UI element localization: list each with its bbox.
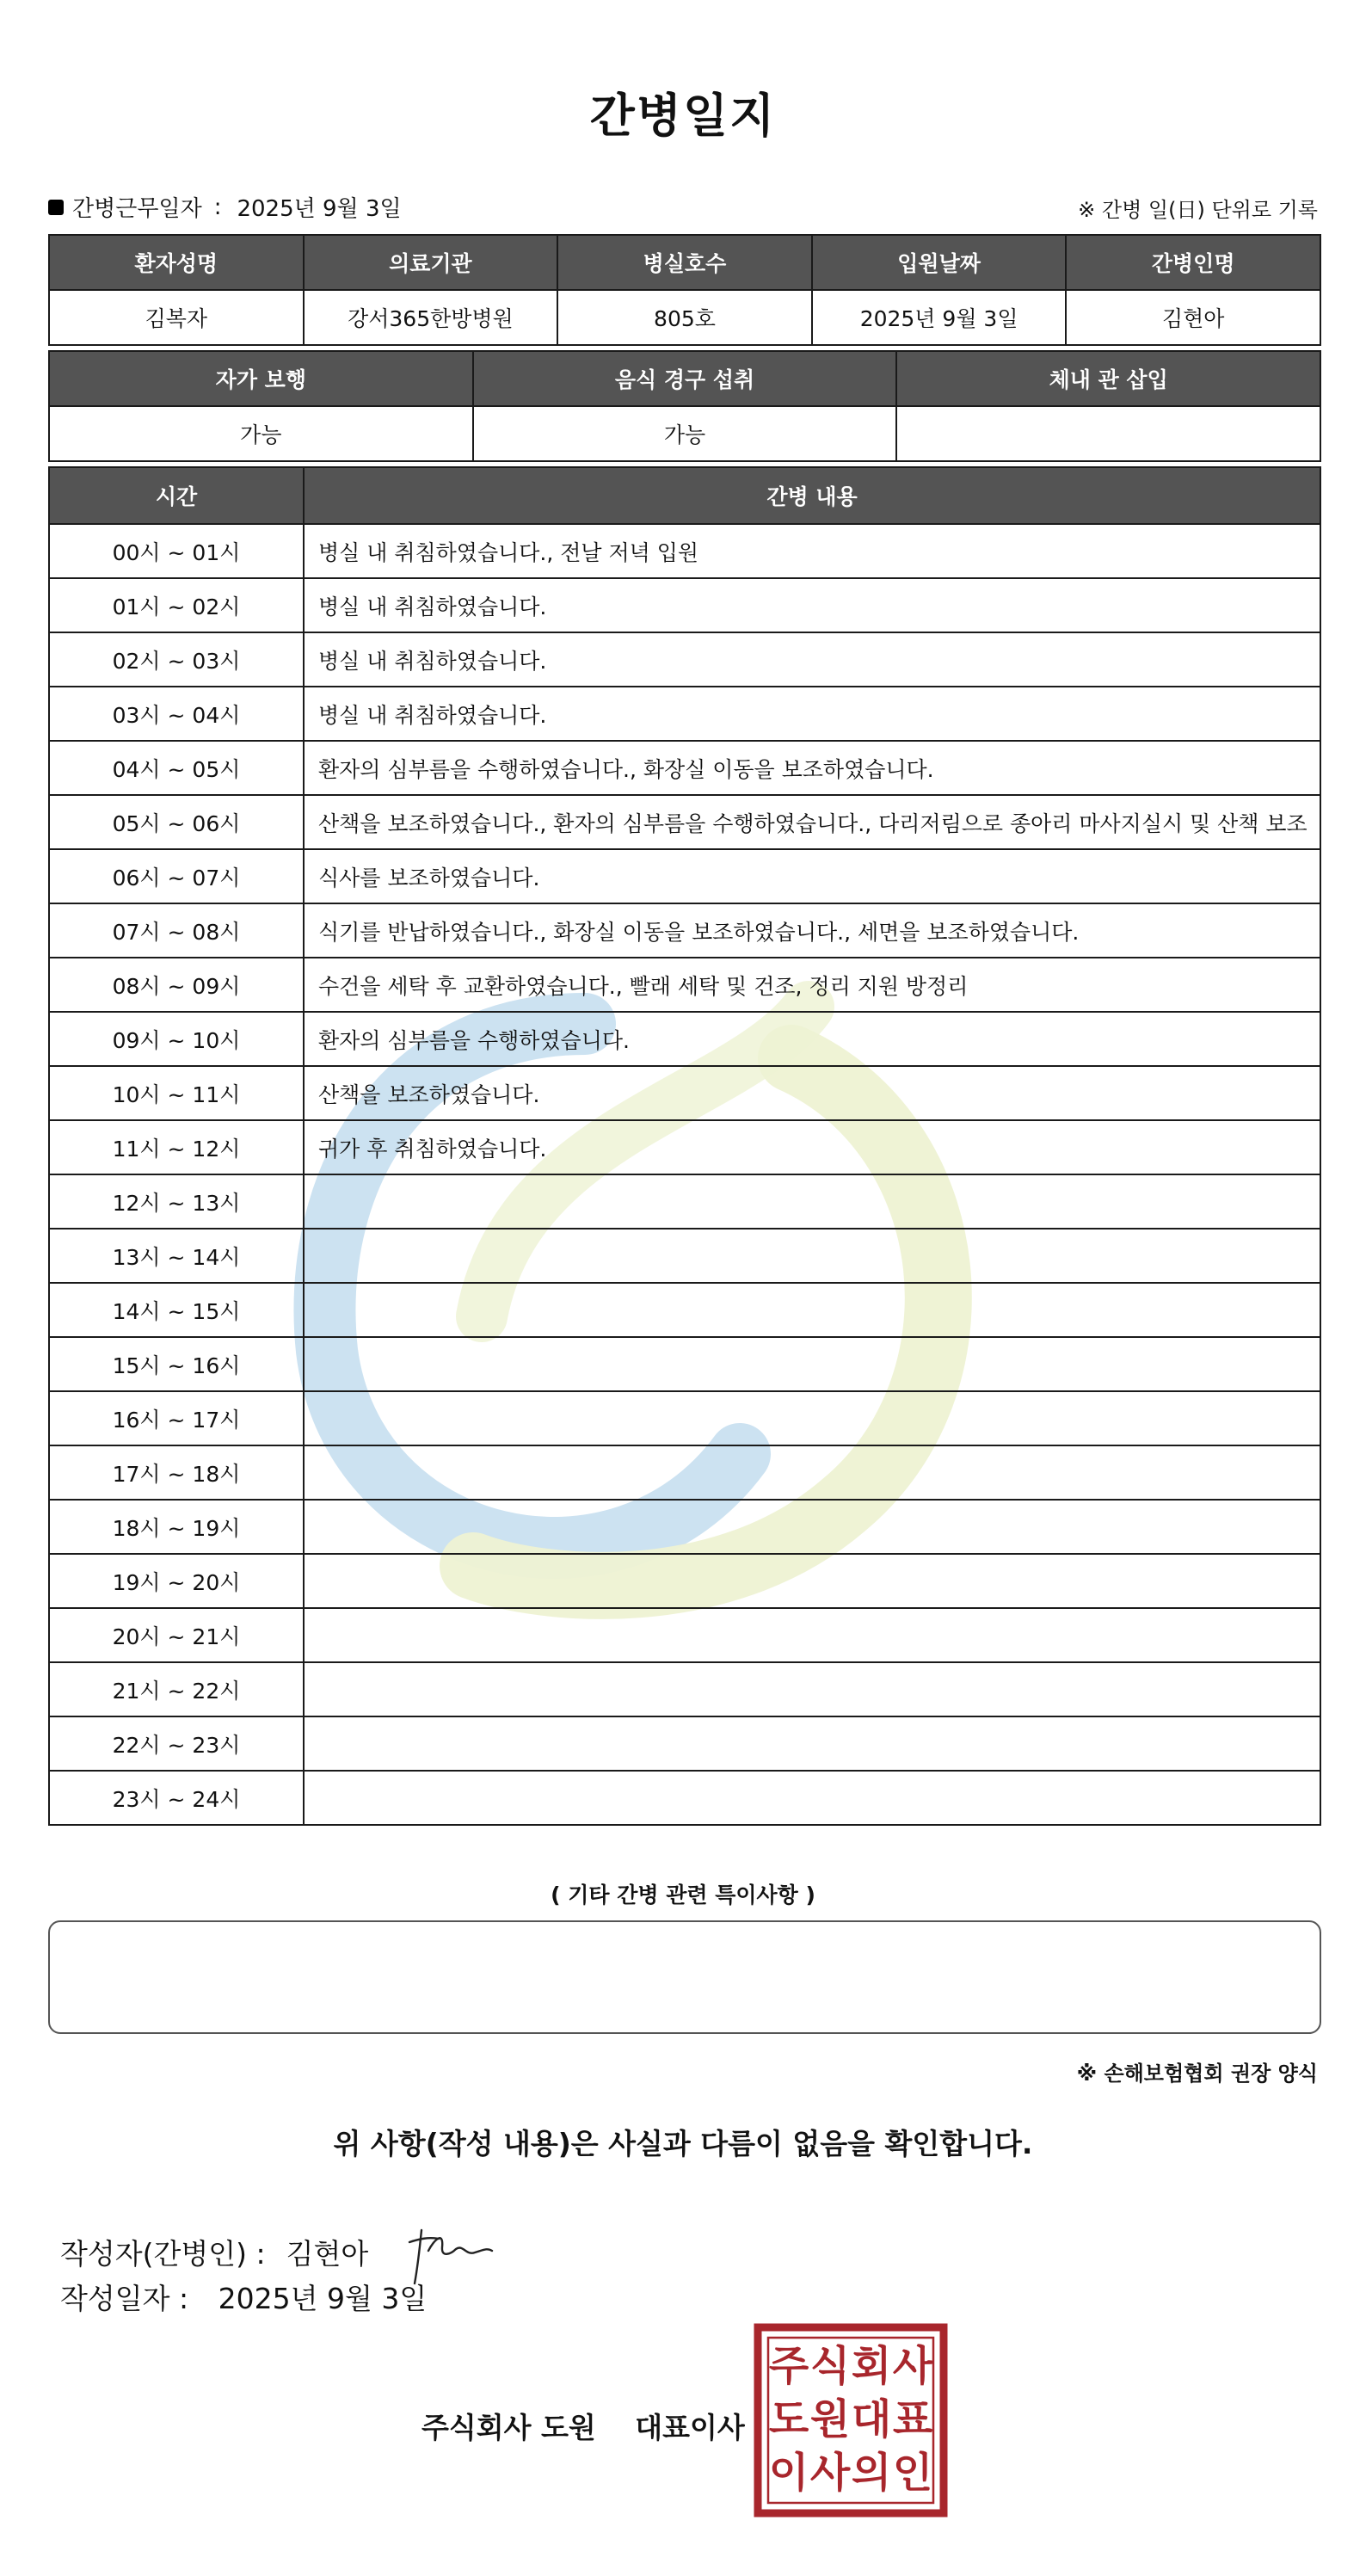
header-admission-date: 입원날짜 [812,235,1067,290]
care-content-cell [304,1391,1320,1445]
seal-glyph: 표 [892,2395,933,2444]
table-row [49,1554,1320,1608]
association-note: ※ 손해보험협회 권장 양식 [1076,2061,1318,2086]
time-cell: 03시 ~ 04시 [49,687,304,741]
care-content-cell: 식사를 보조하였습니다. [304,849,1320,903]
table-row [49,1716,1320,1771]
time-cell: 22시 ~ 23시 [49,1716,304,1771]
time-cell: 14시 ~ 15시 [49,1283,304,1337]
table-row [49,1120,1320,1174]
care-log-table [48,466,1321,1826]
table-row [49,1012,1320,1066]
company-row [421,2406,745,2446]
table-row [49,795,1320,849]
seal-glyph: 도 [768,2395,809,2444]
table-row [49,1283,1320,1337]
table-row [49,524,1320,578]
room-number: 805호 [557,290,812,345]
table-row [49,1771,1320,1825]
care-content-cell [304,1500,1320,1554]
table-row [49,903,1320,958]
table-row [49,1174,1320,1229]
patient-name: 김복자 [49,290,304,345]
record-note: ※ 간병 일(日) 단위로 기록 [1078,198,1318,222]
table-row [49,1229,1320,1283]
time-cell: 12시 ~ 13시 [49,1174,304,1229]
header-caregiver-name: 간병인명 [1066,235,1320,290]
work-date-value: 2025년 9월 3일 [237,196,402,222]
self-walking-value: 가능 [49,406,473,461]
company-title: 대표이사 [635,2411,745,2444]
time-cell: 09시 ~ 10시 [49,1012,304,1066]
table-row [49,1445,1320,1500]
tube-insertion-value [896,406,1320,461]
time-cell: 04시 ~ 05시 [49,741,304,795]
company-name: 주식회사 도원 [421,2411,596,2444]
time-cell: 08시 ~ 09시 [49,958,304,1012]
time-cell: 19시 ~ 20시 [49,1554,304,1608]
time-cell: 21시 ~ 22시 [49,1662,304,1716]
care-content-cell [304,1174,1320,1229]
time-cell: 15시 ~ 16시 [49,1337,304,1391]
table-row [49,741,1320,795]
header-self-walking: 자가 보행 [49,351,473,406]
time-cell: 11시 ~ 12시 [49,1120,304,1174]
time-cell: 01시 ~ 02시 [49,578,304,632]
care-content-cell: 병실 내 취침하였습니다. [304,578,1320,632]
seal-glyph: 주 [768,2342,809,2390]
table-row [49,1337,1320,1391]
seal-glyph: 식 [809,2342,851,2390]
caregiver-name: 김현아 [1066,290,1320,345]
confirmation-statement: 위 사항(작성 내용)은 사실과 다름이 없음을 확인합니다. [333,2127,1033,2160]
writer-name: 김현아 [286,2236,369,2271]
patient-info-table [48,234,1321,346]
table-row [49,1662,1320,1716]
care-content-cell: 병실 내 취침하였습니다. [304,687,1320,741]
time-cell: 16시 ~ 17시 [49,1391,304,1445]
time-cell: 23시 ~ 24시 [49,1771,304,1825]
care-content-cell [304,1445,1320,1500]
care-content-cell: 병실 내 취침하였습니다., 전날 저녁 입원 [304,524,1320,578]
seal-glyph: 대 [851,2395,892,2444]
care-content-cell: 식기를 반납하였습니다., 화장실 이동을 보조하였습니다., 세면을 보조하였습니다. [304,903,1320,958]
care-content-cell: 병실 내 취침하였습니다. [304,632,1320,687]
care-content-cell: 환자의 심부름을 수행하였습니다. [304,1012,1320,1066]
care-content-cell [304,1608,1320,1662]
care-content-cell [304,1337,1320,1391]
time-cell: 07시 ~ 08시 [49,903,304,958]
time-cell: 13시 ~ 14시 [49,1229,304,1283]
header-oral-intake: 음식 경구 섭취 [473,351,897,406]
write-date-label: 작성일자 : [60,2282,189,2315]
seal-glyph: 이 [768,2449,809,2497]
header-room: 병실호수 [557,235,812,290]
oral-intake-value: 가능 [473,406,897,461]
time-cell: 02시 ~ 03시 [49,632,304,687]
patient-ability-table [48,350,1321,462]
care-content-cell [304,1662,1320,1716]
seal-glyph: 원 [809,2395,851,2444]
care-content-cell: 산책을 보조하였습니다. [304,1066,1320,1120]
time-cell: 05시 ~ 06시 [49,795,304,849]
table-row [49,1066,1320,1120]
care-content-cell: 산책을 보조하였습니다., 환자의 심부름을 수행하였습니다., 다리저림으로 종아리 마사지실시 및 산책 보조 [304,795,1320,849]
seal-glyph: 인 [892,2449,933,2497]
care-content-cell [304,1283,1320,1337]
writer-label: 작성자(간병인) : [60,2236,266,2271]
work-date-colon: : [213,194,222,220]
company-seal-icon [754,2323,948,2517]
remarks-title: ( 기타 간병 관련 특이사항 ) [551,1883,815,1907]
seal-glyph: 사 [809,2449,851,2497]
seal-glyph: 의 [851,2449,892,2497]
time-cell: 17시 ~ 18시 [49,1445,304,1500]
care-content-cell: 수건을 세탁 후 교환하였습니다., 빨래 세탁 및 건조, 정리 지원 방정리 [304,958,1320,1012]
table-row [49,849,1320,903]
time-cell: 18시 ~ 19시 [49,1500,304,1554]
time-cell: 20시 ~ 21시 [49,1608,304,1662]
square-bullet-icon [48,200,64,215]
time-cell: 10시 ~ 11시 [49,1066,304,1120]
table-row [49,1608,1320,1662]
care-content-cell: 환자의 심부름을 수행하였습니다., 화장실 이동을 보조하였습니다. [304,741,1320,795]
time-cell: 06시 ~ 07시 [49,849,304,903]
table-row [49,578,1320,632]
care-content-cell [304,1716,1320,1771]
header-care-content: 간병 내용 [304,467,1320,524]
table-row [49,687,1320,741]
table-row [49,1391,1320,1445]
hospital-name: 강서365한방병원 [304,290,558,345]
care-content-cell: 귀가 후 취침하였습니다. [304,1120,1320,1174]
work-date-label: 간병근무일자 [72,196,202,222]
write-date-value: 2025년 9월 3일 [218,2282,428,2315]
header-patient-name: 환자성명 [49,235,304,290]
care-content-cell [304,1229,1320,1283]
header-time: 시간 [49,467,304,524]
care-content-cell [304,1771,1320,1825]
table-row [49,1500,1320,1554]
work-date-row [48,191,402,223]
admission-date: 2025년 9월 3일 [812,290,1067,345]
time-cell: 00시 ~ 01시 [49,524,304,578]
document-title: 간병일지 [589,89,777,143]
table-row [49,632,1320,687]
remarks-box [48,1920,1321,2034]
seal-glyph: 사 [892,2342,933,2390]
write-date-row [60,2277,427,2317]
care-content-cell [304,1554,1320,1608]
header-hospital: 의료기관 [304,235,558,290]
header-tube-insertion: 체내 관 삽입 [896,351,1320,406]
table-row [49,958,1320,1012]
seal-glyph: 회 [851,2342,892,2390]
